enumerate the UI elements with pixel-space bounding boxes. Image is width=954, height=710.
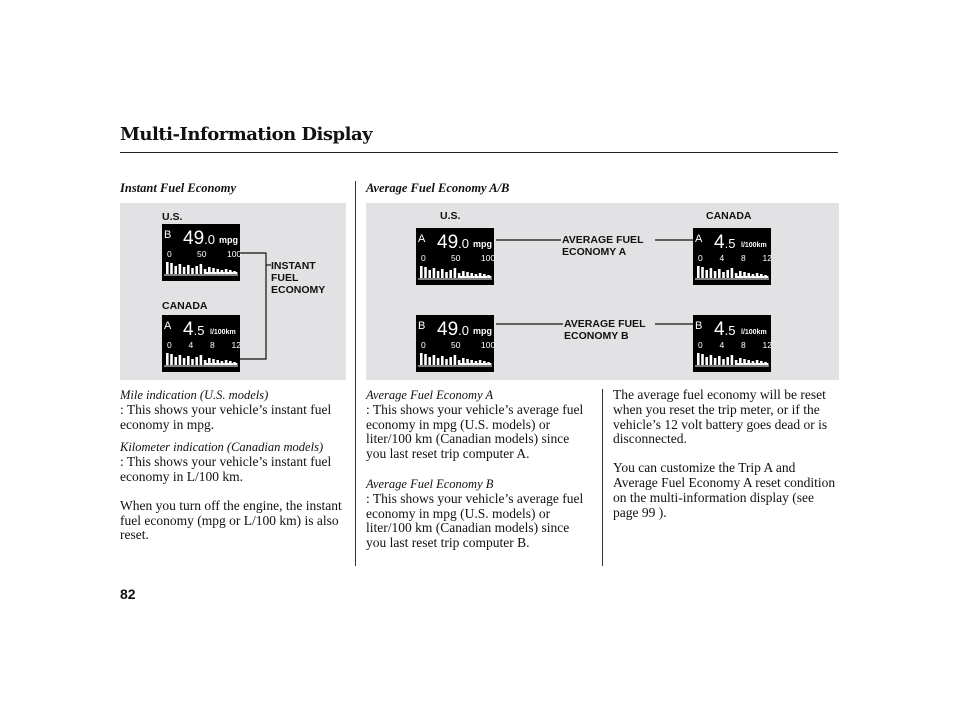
display-scale-label: 50	[451, 340, 461, 350]
column-divider-left	[355, 181, 356, 566]
display-scale-label: 12	[231, 340, 241, 350]
display-scale-label: 8	[741, 340, 746, 350]
display-scale-label: 12	[762, 253, 772, 263]
mile-heading: Mile indication (U.S. models)	[120, 388, 269, 402]
display-unit: l/100km	[741, 329, 767, 336]
display-scale-label: 4	[188, 340, 194, 350]
display-value: 4.5	[714, 232, 736, 253]
display-scale-label: 50	[451, 253, 461, 263]
average-b-callout-label: AVERAGE FUEL ECONOMY B	[564, 318, 646, 342]
display-scale-label: 0	[167, 340, 172, 350]
display-unit: mpg	[473, 239, 492, 249]
title-rule	[120, 152, 838, 153]
avg-a-text: : This shows your vehicle’s average fuel economy in mpg (U.S. models) or liter/100 km (Canadian models) since you last reset trip computer A.	[366, 401, 584, 462]
display-scale-label: 0	[421, 253, 426, 263]
average-a-callout-label: AVERAGE FUEL ECONOMY A	[562, 234, 644, 258]
display-scale-label: 12	[762, 340, 772, 350]
display-value: 4.5	[183, 319, 205, 340]
mile-text: : This shows your vehicle’s instant fuel economy in mpg.	[120, 401, 332, 432]
average-figure-panel	[366, 203, 839, 380]
right-column-text	[613, 388, 841, 533]
display-scale-label: 50	[197, 249, 207, 259]
display-scale-label: 0	[698, 340, 703, 350]
instant-figure-panel	[120, 203, 346, 380]
reset-text: When you turn off the engine, the instant fuel economy (mpg or L/100 km) is also reset.	[120, 497, 342, 543]
display-value: 4.5	[714, 319, 736, 340]
average-callout-lines	[366, 203, 839, 380]
display-unit: mpg	[219, 235, 238, 245]
instant-us-label: U.S.	[162, 211, 183, 223]
display-value: 49.0	[437, 232, 469, 253]
avg-b-text: : This shows your vehicle’s average fuel economy in mpg (U.S. models) or liter/100 km (Canadian models) since you last reset trip computer B.	[366, 490, 584, 551]
display-mode-letter: B	[418, 320, 426, 332]
display-value: 49.0	[437, 319, 469, 340]
page-title: Multi-Information Display	[120, 124, 373, 145]
display-unit: l/100km	[210, 329, 236, 336]
display-scale-label: 4	[719, 340, 725, 350]
customize-text: You can customize the Trip A and Average Fuel Economy A reset condition on the multi-information display (see page 99 ).	[613, 460, 836, 520]
instant-canada-label: CANADA	[162, 300, 208, 312]
km-heading: Kilometer indication (Canadian models)	[120, 440, 324, 455]
average-canada-label: CANADA	[706, 210, 752, 222]
average-us-label: U.S.	[440, 210, 461, 222]
page-number: 82	[120, 586, 136, 602]
display-scale-label: 100	[481, 340, 496, 350]
display-scale-label: 8	[210, 340, 215, 350]
display-scale-label: 8	[741, 253, 746, 263]
display-mode-letter: A	[164, 320, 172, 332]
display-mode-letter: B	[695, 320, 703, 332]
display-unit: mpg	[473, 326, 492, 336]
display-unit: l/100km	[741, 242, 767, 249]
instant-callout-label: INSTANT FUEL ECONOMY	[271, 260, 326, 296]
left-column-text	[120, 388, 348, 556]
column-divider-right	[602, 389, 603, 566]
display-mode-letter: B	[164, 229, 172, 241]
avg-b-heading: Average Fuel Economy B	[366, 476, 494, 491]
avg-a-heading: Average Fuel Economy A	[366, 388, 494, 402]
middle-column-text	[366, 388, 592, 564]
display-scale-label: 0	[421, 340, 426, 350]
reset-info-text: The average fuel economy will be reset when you reset the trip meter, or if the vehicle’s 12 volt battery goes dead or is disconnected.	[613, 387, 828, 447]
display-value: 49.0	[183, 228, 215, 249]
display-scale-label: 4	[719, 253, 725, 263]
display-mode-letter: A	[695, 233, 703, 245]
display-scale-label: 100	[227, 249, 242, 259]
instant-heading: Instant Fuel Economy	[120, 181, 236, 195]
average-heading: Average Fuel Economy A/B	[366, 181, 510, 195]
display-mode-letter: A	[418, 233, 426, 245]
display-scale-label: 100	[481, 253, 496, 263]
display-scale-label: 0	[167, 249, 172, 259]
display-scale-label: 0	[698, 253, 703, 263]
km-text: : This shows your vehicle’s instant fuel economy in L/100 km.	[120, 454, 332, 484]
